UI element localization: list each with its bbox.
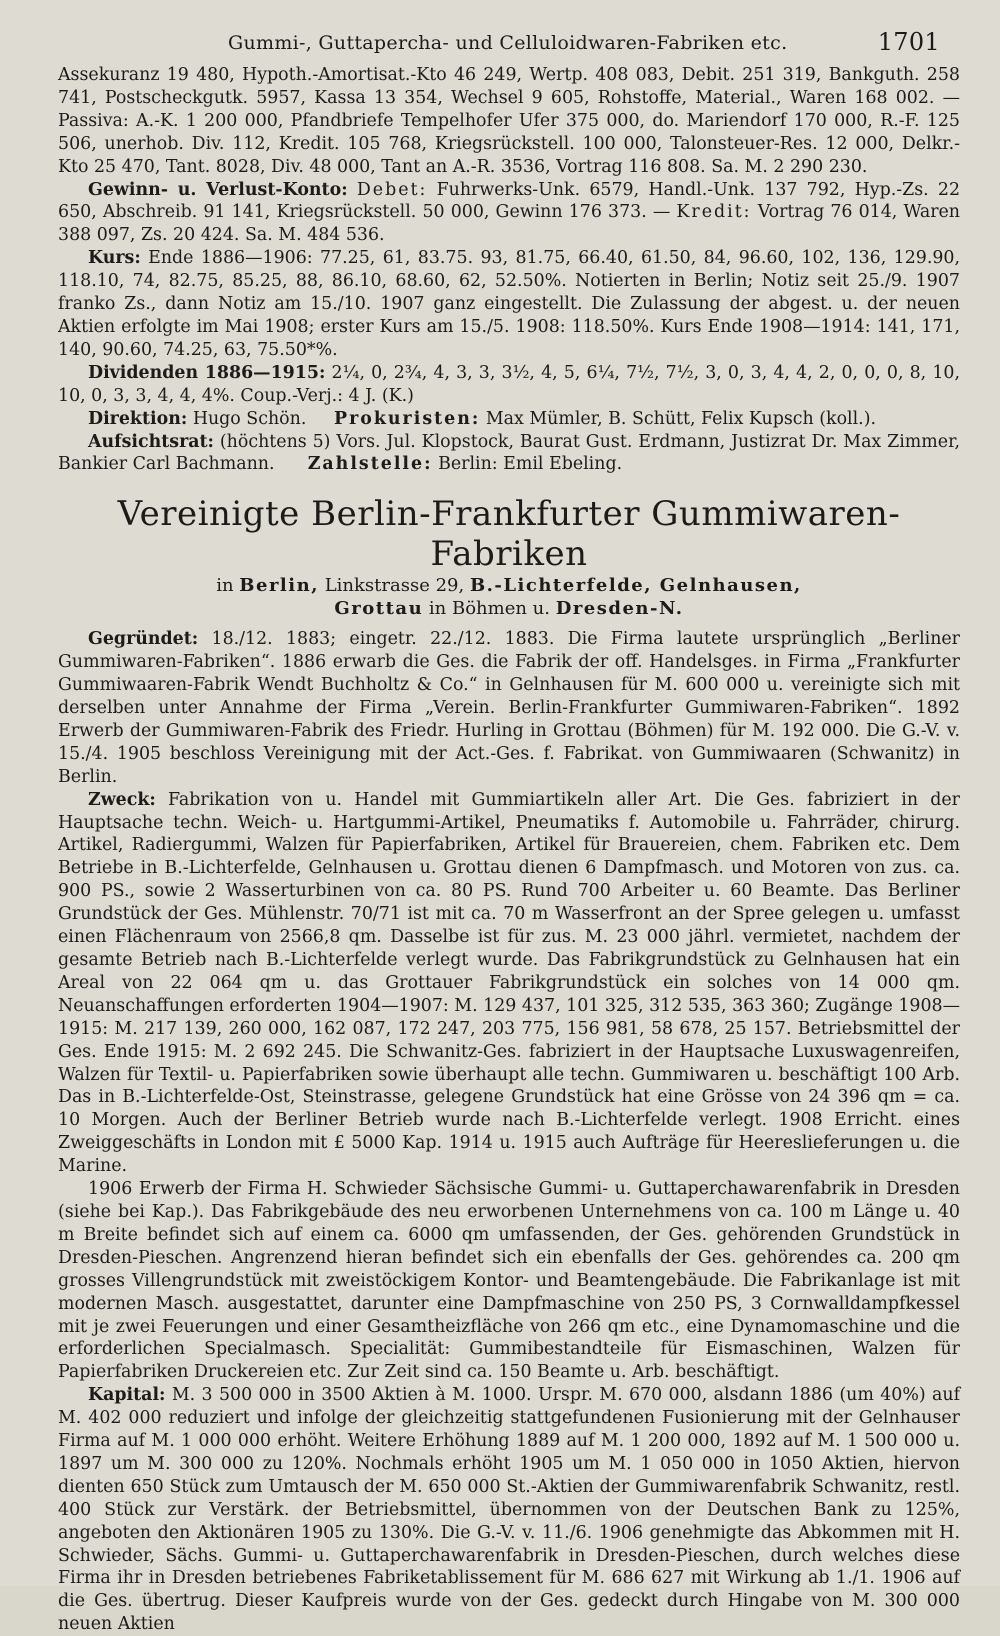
gegruendet-label: Gegründet: — [88, 629, 199, 650]
direktion-label: Direktion: — [88, 408, 188, 429]
gewinn-label: Gewinn- u. Verlust-Konto: — [88, 179, 348, 200]
dividenden-text: 2¼, 0, 2¾, 4, 3, 3, 3½, 4, 5, 6¼, 7½, 7½, 3, 0, 3, 4, 4, 2, 0, 0, 0, 8, 10, 10, 0, 3, 3, 4, 4, 4%. Coup.-Verj.: 4 J. (K.) — [58, 362, 960, 406]
kredit-label: Kredit: — [676, 202, 752, 223]
prokuristen-label: Prokuristen: — [334, 408, 481, 429]
location-berlin: Berlin, — [239, 575, 319, 597]
kurs-paragraph — [58, 247, 960, 362]
kapital-text: M. 3 500 000 in 3500 Aktien à M. 1000. Urspr. M. 670 000, alsdann 1886 (um 40%) auf M. 402 000 reduziert und infolge der gleichzeitig stattgefundenen Fusionierung mit der Gelnhauser Firma auf M. 1 000 000 erhöht. Weitere Erhöhung 1889 auf M. 1 200 000, 1892 auf M. 1 500 000 u. 1897 um M. 300 000 zu 120%. Nochmals erhöht 1905 um M. 1 050 000 in 1050 Aktien, hiervon dienten 650 Stück zum Umtausch der M. 650 000 St.-Aktien der Gummiwarenfabrik Schwanitz, restl. 400 Stück zur Verstärk. der Betriebsmittel, übernommen von der Deutschen Bank zu 125%, angeboten den Aktionären 1905 zu 130%. Die G.-V. v. 11./6. 1906 genehmigte das Abkommen mit H. Schwieder, Sächs. Gummi- u. Guttaperchawarenfabrik in Dresden-Pieschen, durch welches diese Firma ihr in Dresden betriebenes Fabriketablissement für M. 686 627 mit Wirkung ab 1./1. 1906 auf die Ges. übertrug. Dieser Kaufpreis wurde von der Ges. gedeckt durch Hingabe von M. 300 000 neuen Aktien — [58, 1385, 961, 1635]
location-grottau: Grottau — [334, 598, 424, 620]
location-in: in — [216, 575, 234, 597]
kapital-label: Kapital: — [88, 1385, 166, 1406]
aufsichtsrat-text: (höchtens 5) Vors. Jul. Klopstock, Baurat Gust. Erdmann, Justizrat Dr. Max Zimmer, Bankier Carl Bachmann. — [58, 431, 960, 475]
location-boehmen: in Böhmen u. — [428, 598, 550, 620]
gewinn-paragraph — [58, 179, 960, 248]
location-lichterfelde: B.-Lichterfelde, Gelnhausen, — [469, 575, 802, 597]
kurs-label: Kurs: — [88, 248, 141, 269]
gegruendet-paragraph — [58, 628, 960, 788]
zahlstelle-text: Berlin: Emil Ebeling. — [438, 454, 623, 475]
gegruendet-text: 18./12. 1883; eingetr. 22./12. 1883. Die Firma lautete ursprünglich „Berliner Gummiwaren-Fabriken“. 1886 erwarb die Ges. die Fabrik der off. Handelsges. in Firma „Frankfurter Gummiwaaren-Fabrik Wendt Buchholtz & Co.“ in Gelnhausen für M. 600 000 u. vereinigte sich mit derselben unter Annahme der Firma „Verein. Berlin-Frankfurter Gummiwaren-Fabriken“. 1892 Erwerb der Gummiwaren-Fabrik des Friedr. Hurling in Grottau (Böhmen) für M. 192 000. Die G.-V. v. 15./4. 1905 beschloss Vereinigung mit der Act.-Ges. f. Fabrikat. von Gummiwaaren (Schwanitz) in Berlin. — [58, 629, 960, 787]
company-title: Vereinigte Berlin-Frankfurter Gummiwaren-Fabriken — [117, 494, 901, 575]
location-dresden: Dresden-N. — [555, 598, 684, 620]
debet-label: Debet: — [356, 179, 428, 200]
dresden-paragraph: 1906 Erwerb der Firma H. Schwieder Sächsische Gummi- u. Guttaperchawarenfabrik in Dresden (siehe bei Kap.). Das Fabrikgebäude des neu erworbenen Unternehmens von ca. 100 m Länge u. 40 m Breite befindet sich auf einem ca. 6000 qm umfassenden, der Ges. gehörenden Grundstück in Dresden-Pieschen. Angrenzend hieran befindet sich ein ebenfalls der Ges. gehörendes ca. 200 qm grosses Villengrundstück mit zweistöckigem Kontor- und Beamtengebäude. Die Fabrikanlage ist mit modernen Masch. ausgestattet, darunter eine Dampfmaschine von 250 PS, 3 Cornwalldampfkessel mit je zwei Feuerungen und einer Gesamtheizfläche von 266 qm etc., eine Dynamomaschine und die erforderlichen Specialmasch. Specialität: Gummibestandteile für Eismaschinen, Walzen für Papierfabriken Druckereien etc. Zur Zeit sind ca. 150 Beamte u. Arb. beschäftigt. — [58, 1179, 960, 1383]
zahlstelle-label: Zahlstelle: — [307, 454, 433, 475]
page-number: 1701 — [877, 28, 940, 56]
location-street: Linkstrasse 29, — [324, 575, 465, 597]
direktion-paragraph — [58, 408, 960, 431]
direktion-text: Hugo Schön. — [192, 408, 307, 429]
prokuristen-text: Max Mümler, B. Schütt, Felix Kupsch (koll.). — [485, 408, 877, 429]
balance-paragraph: Assekuranz 19 480, Hypoth.-Amortisat.-Kto 46 249, Wertp. 408 083, Debit. 251 319, Bankguth. 258 741, Postscheckgutk. 5957, Kassa 13 354, Wechsel 9 605, Rohstoffe, Material., Waren 168 002. — Passiva: A.-K. 1 200 000, Pfandbriefe Tempelhofer Ufer 375 000, do. Mariendorf 170 000, R.-F. 125 506, unerhob. Div. 112, Kredit. 105 768, Kriegsrückstell. 100 000, Talonsteuer-Res. 12 000, Delkr.-Kto 25 470, Tant. 8028, Div. 48 000, Tant an A.-R. 3536, Vortrag 116 808. Sa. M. 2 290 230. — [58, 65, 960, 177]
aufsichtsrat-label: Aufsichtsrat: — [88, 431, 214, 452]
running-header — [58, 28, 960, 64]
aufsichtsrat-paragraph — [58, 431, 960, 477]
dividenden-paragraph — [58, 362, 960, 408]
company-locations — [58, 574, 960, 620]
zweck-paragraph — [58, 789, 960, 1178]
kapital-paragraph — [58, 1384, 960, 1636]
running-title: Gummi-, Guttapercha- und Celluloidwaren-Fabriken etc. — [228, 32, 788, 54]
kredit-text: Vortrag 76 014, Waren 388 097, Zs. 20 424. Sa. M. 484 536. — [58, 202, 960, 246]
kurs-text: Ende 1886—1906: 77.25, 61, 83.75. 93, 81.75, 66.40, 61.50, 84, 96.60, 102, 136, 129.90, 118.10, 74, 82.75, 85.25, 88, 86.10, 68.60, 62, 52.50%. Notierten in Berlin; Notiz seit 25./9. 1907 franko Zs., dann Notiz am 15./10. 1907 ganz eingestellt. Die Zulassung der abgest. u. der neuen Aktien erfolgte im Mai 1908; erster Kurs am 15./5. 1908: 118.50%. Kurs Ende 1908—1914: 141, 171, 140, 90.60, 74.25, 63, 75.50*%. — [58, 248, 961, 360]
zweck-label: Zweck: — [88, 789, 156, 810]
gewinn-text: Fuhrwerks-Unk. 6579, Handl.-Unk. 137 792, Hyp.-Zs. 22 650, Abschreib. 91 141, Kriegsrückstell. 50 000, Gewinn 176 373. — — [58, 179, 961, 223]
dividenden-label: Dividenden 1886—1915: — [88, 362, 326, 383]
zweck-text: Fabrikation von u. Handel mit Gummiartikeln aller Art. Die Ges. fabriziert in der Hauptsache techn. Weich- u. Hartgummi-Artikel, Pneumatiks f. Automobile u. Fahrräder, chirurg. Artikel, Radiergummi, Walzen für Papierfabriken, Artikel für Brauereien, chem. Fabriken etc. Dem Betriebe in B.-Lichterfelde, Gelnhausen u. Grottau dienen 6 Dampfmasch. und Motoren von zus. ca. 900 PS., sowie 2 Wasserturbinen von ca. 80 PS. Rund 700 Arbeiter u. 60 Beamte. Das Berliner Grundstück der Ges. Mühlenstr. 70/71 ist mit ca. 70 m Wasserfront an der Spree gelegen u. umfasst einen Flächenraum von 2566,8 qm. Dasselbe ist für zus. M. 23 000 jährl. vermietet, nachdem der gesamte Betrieb nach B.-Lichterfelde verlegt wurde. Das Fabrikgrundstück zu Gelnhausen hat ein Areal von 22 064 qm u. das Grottauer Fabrikgrundstück ein solches von 14 000 qm. Neuanschaffungen erforderten 1904—1907: M. 129 437, 101 325, 312 535, 363 360; Zugänge 1908—1915: M. 217 139, 260 000, 162 087, 172 247, 203 775, 156 981, 58 678, 25 157. Betriebsmittel der Ges. Ende 1915: M. 2 692 245. Die Schwanitz-Ges. fabriziert in der Hauptsache Luxuswagenreifen, Walzen für Textil- u. Papierfabriken sowie überhaupt alle techn. Gummiwaren u. beschäftigt 100 Arb. Das in B.-Lichterfelde-Ost, Steinstrasse, gelegene Grundstück hat eine Grösse von 24 396 qm = ca. 10 Morgen. Auch der Berliner Betrieb wurde nach B.-Lichterfelde verlegt. 1908 Erricht. eines Zweiggeschäfts in London mit £ 5000 Kap. 1914 u. 1915 auch Aufträge für Heereslieferungen u. die Marine. — [58, 789, 960, 1177]
